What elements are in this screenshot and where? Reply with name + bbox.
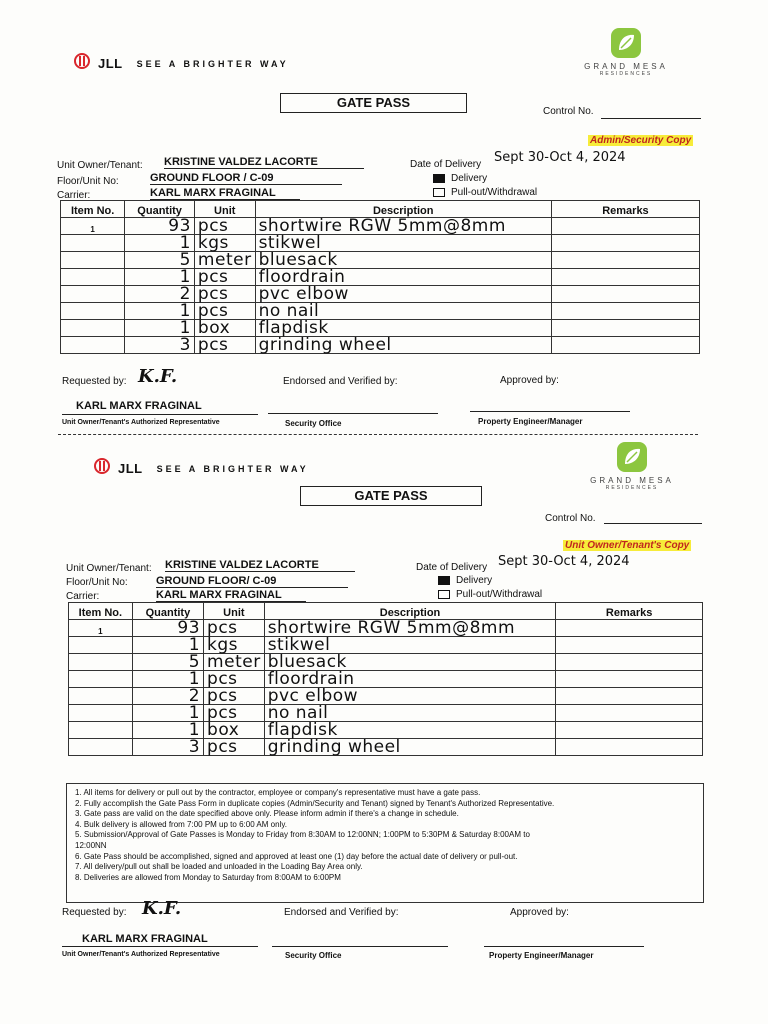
carrier-label: Carrier:	[57, 190, 91, 201]
grand-mesa-name: GRAND MESA	[584, 62, 668, 71]
table-row: 1 pcs no nail	[69, 705, 703, 722]
pullout-option[interactable]: Pull-out/Withdrawal	[433, 187, 537, 198]
table-row: 3 pcs grinding wheel	[61, 337, 700, 354]
col-item: Item No.	[61, 201, 125, 218]
pullout-option[interactable]: Pull-out/Withdrawal	[438, 589, 542, 600]
jll-wordmark: JLL	[98, 56, 123, 71]
reminder-item: 7. All delivery/pull out shall be loaded and unloaded in the Loading Bay Area only.	[75, 862, 363, 872]
carrier-label: Carrier:	[66, 591, 100, 602]
grand-mesa-name: GRAND MESA	[590, 476, 674, 485]
delivery-checkbox[interactable]	[438, 576, 450, 585]
property-engineer: Property Engineer/Manager	[489, 951, 594, 960]
gate-pass-title: GATE PASS	[300, 486, 482, 506]
security-office: Security Office	[285, 419, 342, 428]
table-row: 3 pcs grinding wheel	[69, 739, 703, 756]
security-office: Security Office	[285, 951, 342, 960]
requester-role: Unit Owner/Tenant's Authorized Representative	[62, 419, 220, 426]
endorsed-label: Endorsed and Verified by:	[283, 376, 398, 387]
col-unit: Unit	[194, 201, 255, 218]
table-row: 5 meter bluesack	[61, 252, 700, 269]
jll-logo-icon	[92, 457, 112, 480]
table-row: 1 box flapdisk	[69, 722, 703, 739]
cut-line	[58, 434, 698, 435]
col-unit: Unit	[204, 603, 265, 620]
reminder-item: 12:00NN	[75, 840, 107, 850]
grand-mesa-subtitle: RESIDENCES	[599, 71, 653, 77]
table-row: 1 pcs floordrain	[61, 269, 700, 286]
table-row: 2 pcs pvc elbow	[61, 286, 700, 303]
approved-label: Approved by:	[510, 907, 569, 918]
control-no-field[interactable]	[604, 523, 702, 524]
signature: K.F.	[142, 898, 182, 919]
brand-tagline: SEE A BRIGHTER WAY	[156, 463, 309, 474]
owner-field[interactable]: KRISTINE VALDEZ LACORTE	[165, 559, 355, 572]
brand-tagline: SEE A BRIGHTER WAY	[136, 58, 289, 69]
requester-name: KARL MARX FRAGINAL	[76, 400, 202, 412]
table-row: 1 kgs stikwel	[69, 637, 703, 654]
important-reminders	[66, 783, 704, 903]
col-remarks: Remarks	[556, 603, 703, 620]
control-no-field[interactable]	[601, 118, 701, 119]
col-qty: Quantity	[132, 603, 203, 620]
col-qty: Quantity	[125, 201, 195, 218]
reminder-item: 4. Bulk delivery is allowed from 7:00 PM up to 6:00 AM only.	[75, 819, 287, 829]
table-row: 2 pcs pvc elbow	[69, 688, 703, 705]
endorsed-label: Endorsed and Verified by:	[284, 907, 399, 918]
table-row: 1 93 pcs shortwire RGW 5mm@8mm	[61, 218, 700, 235]
delivery-option[interactable]: Delivery	[433, 173, 487, 184]
grand-mesa-subtitle: RESIDENCES	[605, 485, 659, 491]
requester-name: KARL MARX FRAGINAL	[82, 933, 208, 945]
pullout-checkbox[interactable]	[438, 590, 450, 599]
jll-logo	[72, 52, 289, 75]
reminder-item: 3. Gate pass are valid on the date specified above only. Please inform admin if there's a change in schedule.	[75, 809, 459, 819]
table-row: 1 93 pcs shortwire RGW 5mm@8mm	[69, 620, 703, 637]
date-field[interactable]: Sept 30-Oct 4, 2024	[494, 150, 626, 165]
items-table	[60, 200, 700, 354]
reminder-item: 5. Submission/Approval of Gate Passes is Monday to Friday from 8:30AM to 12:00NN; 1:00PM to 5:30PM & Saturday 8:00AM to	[75, 830, 530, 840]
grand-mesa-logo	[574, 26, 678, 77]
owner-label: Unit Owner/Tenant:	[57, 160, 143, 171]
control-no-label: Control No.	[545, 513, 596, 524]
reminder-item: 6. Gate Pass should be accomplished, signed and approved at least one (1) day before the actual date of delivery or pull-out.	[75, 851, 518, 861]
col-desc: Description	[264, 603, 556, 620]
jll-logo-icon	[72, 52, 92, 75]
floor-label: Floor/Unit No:	[66, 577, 128, 588]
floor-field[interactable]: GROUND FLOOR / C-09	[150, 172, 342, 185]
copy-label: Admin/Security Copy	[590, 135, 692, 146]
signature: K.F.	[138, 366, 178, 387]
pullout-checkbox[interactable]	[433, 188, 445, 197]
carrier-field[interactable]: KARL MARX FRAGINAL	[156, 589, 306, 602]
control-no-label: Control No.	[543, 106, 594, 117]
items-table	[68, 602, 703, 756]
col-item: Item No.	[69, 603, 133, 620]
owner-field[interactable]: KRISTINE VALDEZ LACORTE	[164, 156, 364, 169]
property-engineer: Property Engineer/Manager	[478, 417, 583, 426]
delivery-checkbox[interactable]	[433, 174, 445, 183]
table-row: 1 pcs no nail	[61, 303, 700, 320]
gate-pass-title: GATE PASS	[280, 93, 467, 113]
copy-label: Unit Owner/Tenant's Copy	[565, 540, 690, 551]
approved-label: Approved by:	[500, 375, 559, 386]
carrier-field[interactable]: KARL MARX FRAGINAL	[150, 187, 300, 200]
floor-field[interactable]: GROUND FLOOR/ C-09	[156, 575, 348, 588]
owner-label: Unit Owner/Tenant:	[66, 563, 152, 574]
date-label: Date of Delivery	[416, 562, 488, 573]
table-row: 1 box flapdisk	[61, 320, 700, 337]
requester-role: Unit Owner/Tenant's Authorized Representative	[62, 951, 220, 958]
date-field[interactable]: Sept 30-Oct 4, 2024	[498, 554, 630, 569]
requested-by-label: Requested by:	[62, 376, 127, 387]
table-header	[69, 603, 703, 620]
delivery-option[interactable]: Delivery	[438, 575, 492, 586]
grand-mesa-leaf-icon	[609, 53, 643, 62]
grand-mesa-leaf-icon	[615, 467, 649, 476]
col-desc: Description	[255, 201, 551, 218]
jll-logo	[92, 457, 309, 480]
date-label: Date of Delivery	[410, 159, 482, 170]
reminder-item: 2. Fully accomplish the Gate Pass Form in duplicate copies (Admin/Security and Tenant) signed by Tenant's Authorized Representative.	[75, 798, 555, 808]
requested-by-label: Requested by:	[62, 907, 127, 918]
grand-mesa-logo	[580, 440, 684, 491]
table-row: 5 meter bluesack	[69, 654, 703, 671]
jll-wordmark: JLL	[118, 461, 143, 476]
reminder-item: 8. Deliveries are allowed from Monday to Saturday from 8:00AM to 6:00PM	[75, 872, 341, 882]
floor-label: Floor/Unit No:	[57, 176, 119, 187]
table-row: 1 kgs stikwel	[61, 235, 700, 252]
col-remarks: Remarks	[551, 201, 699, 218]
reminder-item: 1. All items for delivery or pull out by the contractor, employee or company's representative must have a gate pass.	[75, 788, 481, 797]
table-row: 1 pcs floordrain	[69, 671, 703, 688]
table-header	[61, 201, 700, 218]
